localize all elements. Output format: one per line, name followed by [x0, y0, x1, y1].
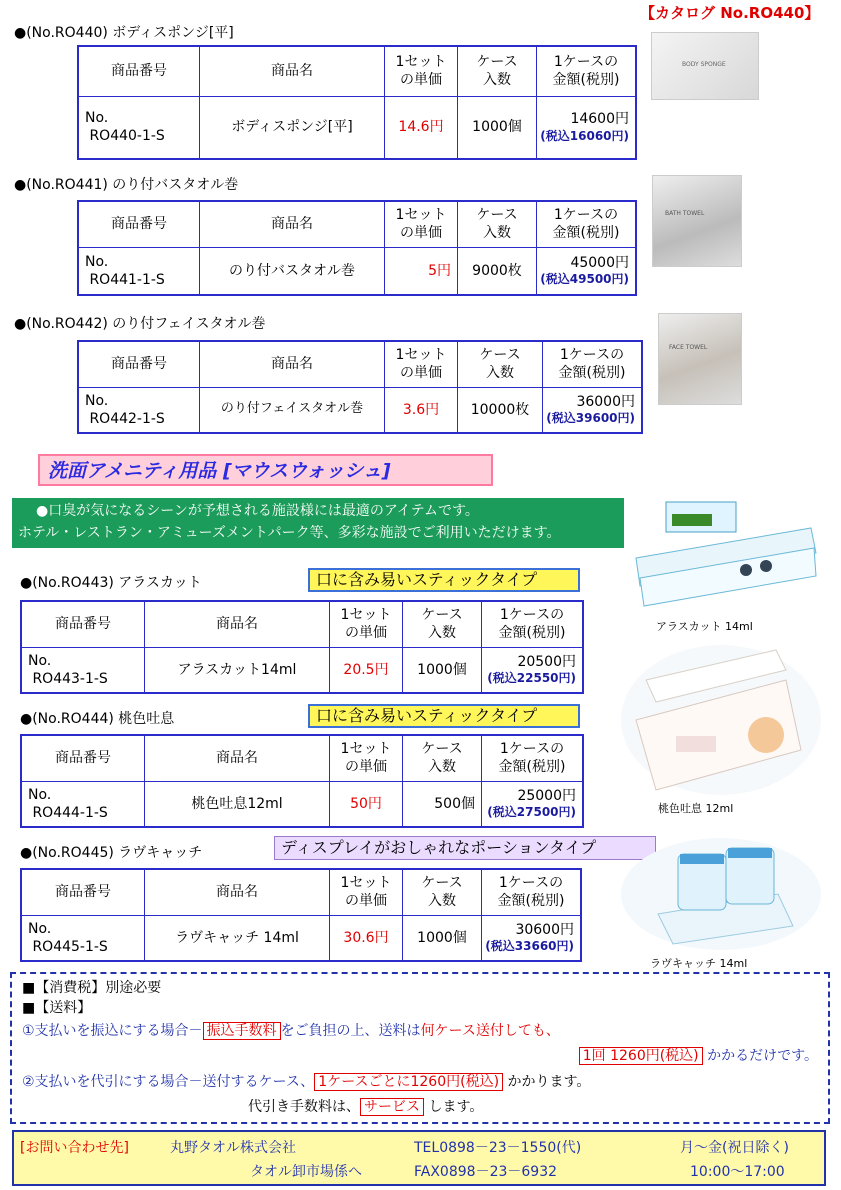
header-code: 商品番号	[21, 601, 145, 647]
tax-included-price: (税込33660円)	[485, 939, 574, 954]
product-code: No. RO440-1-S	[78, 96, 200, 159]
case-quantity: 1000個	[403, 647, 482, 693]
header-code: 商品番号	[21, 735, 145, 781]
header-name: 商品名	[200, 201, 385, 247]
unit-price: 5円	[385, 247, 458, 295]
header-amount: 1ケースの 金額(税別)	[543, 341, 643, 387]
case-quantity: 1000個	[403, 915, 482, 961]
phone-number: TEL0898－23－1550(代)	[414, 1140, 582, 1156]
fax-number: FAX0898－23－6932	[414, 1164, 558, 1180]
header-amount: 1ケースの 金額(税別)	[482, 601, 584, 647]
product-code: No. RO444-1-S	[21, 781, 145, 827]
product-table-ro440	[77, 45, 637, 160]
header-case-qty: ケース 入数	[458, 341, 543, 387]
section-title-ro440: ●(No.RO440) ボディスポンジ[平]	[14, 25, 234, 41]
header-unit-price: 1セット の単価	[385, 201, 458, 247]
header-case-qty: ケース 入数	[458, 46, 537, 96]
flat-shipping-box: 1回 1260円(税込)	[579, 1047, 703, 1065]
unit-price: 20.5円	[330, 647, 403, 693]
case-amount: 14600円 (税込16060円)	[537, 96, 637, 159]
portion-type-tag: ディスプレイがおしゃれなポーションタイプ	[274, 836, 656, 860]
case-amount: 45000円 (税込49500円)	[537, 247, 637, 295]
intro-banner	[12, 498, 624, 548]
department: タオル卸市場係へ	[250, 1164, 362, 1180]
header-name: 商品名	[200, 341, 385, 387]
header-case-qty: ケース 入数	[403, 601, 482, 647]
shipping-line-4: 代引き手数料は、 サービス します。	[248, 1099, 484, 1115]
product-code: No. RO441-1-S	[78, 247, 200, 295]
shipping-line-1: ①支払いを振込にする場合－ 振込手数料 をご負担の上、送料は何ケース送付しても、	[22, 1023, 560, 1039]
section-title-ro443: ●(No.RO443) アラスカット	[20, 575, 202, 591]
header-amount: 1ケースの 金額(税別)	[482, 869, 582, 915]
unit-price: 30.6円	[330, 915, 403, 961]
product-image-ro445	[618, 834, 824, 954]
business-hours: 10:00～17:00	[690, 1164, 785, 1180]
header-unit-price: 1セット の単価	[330, 735, 403, 781]
caption-ro444: 桃色吐息 12ml	[658, 802, 734, 815]
stick-type-tag: 口に含み易いスティックタイプ	[308, 568, 580, 592]
tax-included-price: (税込39600円)	[546, 411, 635, 426]
header-unit-price: 1セット の単価	[385, 341, 458, 387]
header-amount: 1ケースの 金額(税別)	[537, 46, 637, 96]
tax-included-price: (税込22550円)	[487, 671, 576, 686]
header-name: 商品名	[200, 46, 385, 96]
header-unit-price: 1セット の単価	[330, 601, 403, 647]
header-code: 商品番号	[78, 341, 200, 387]
header-name: 商品名	[145, 735, 330, 781]
product-table-ro443	[20, 600, 584, 694]
header-case-qty: ケース 入数	[403, 869, 482, 915]
tax-included-price: (税込16060円)	[540, 128, 629, 143]
header-code: 商品番号	[78, 201, 200, 247]
contact-box	[12, 1130, 826, 1186]
product-name: 桃色吐息12ml	[145, 781, 330, 827]
section-title-ro442: ●(No.RO442) のり付フェイスタオル巻	[14, 316, 266, 332]
case-amount: 25000円 (税込27500円)	[482, 781, 584, 827]
product-image-ro443	[626, 498, 822, 616]
product-image-ro442: FACE TOWEL	[658, 313, 742, 405]
contact-label: [お問い合わせ先]	[20, 1140, 129, 1156]
catalog-number-tag: 【カタログ No.RO440】	[640, 4, 820, 22]
header-unit-price: 1セット の単価	[385, 46, 458, 96]
product-name: ラヴキャッチ 14ml	[145, 915, 330, 961]
tax-included-price: (税込49500円)	[540, 272, 629, 287]
section-title-ro444: ●(No.RO444) 桃色吐息	[20, 711, 175, 727]
product-name: アラスカット14ml	[145, 647, 330, 693]
unit-price: 3.6円	[385, 387, 458, 433]
case-amount: 36000円 (税込39600円)	[543, 387, 643, 433]
product-table-ro442	[77, 340, 643, 434]
stick-type-tag: 口に含み易いスティックタイプ	[308, 704, 580, 728]
header-amount: 1ケースの 金額(税別)	[482, 735, 584, 781]
product-name: のり付フェイスタオル巻	[200, 387, 385, 433]
case-amount: 30600円 (税込33660円)	[482, 915, 582, 961]
product-table-ro441	[77, 200, 637, 296]
case-quantity: 1000個	[458, 96, 537, 159]
per-case-shipping-box: 1ケースごとに1260円(税込)	[314, 1073, 503, 1091]
caption-ro443: アラスカット 14ml	[656, 620, 753, 633]
consumption-tax-line: ■【消費税】別途必要	[22, 980, 162, 996]
intro-line-1: ●口臭が気になるシーンが予想される施設様には最適のアイテムです。	[36, 503, 479, 519]
unit-price: 50円	[330, 781, 403, 827]
tax-included-price: (税込27500円)	[487, 805, 576, 820]
header-unit-price: 1セット の単価	[330, 869, 403, 915]
shipping-heading: ■【送料】	[22, 1000, 92, 1016]
product-table-ro444	[20, 734, 584, 828]
header-name: 商品名	[145, 601, 330, 647]
case-quantity: 10000枚	[458, 387, 543, 433]
product-name: のり付バスタオル巻	[200, 247, 385, 295]
shipping-line-2: 1回 1260円(税込) かかるだけです。	[22, 1044, 818, 1068]
company-name: 丸野タオル株式会社	[170, 1140, 296, 1156]
header-case-qty: ケース 入数	[458, 201, 537, 247]
product-name: ボディスポンジ[平]	[200, 96, 385, 159]
header-code: 商品番号	[78, 46, 200, 96]
product-image-ro441: BATH TOWEL	[652, 175, 742, 267]
header-case-qty: ケース 入数	[403, 735, 482, 781]
intro-line-2: ホテル・レストラン・アミューズメントパーク等、多彩な施設でご利用いただけます。	[18, 525, 561, 541]
section-title-ro441: ●(No.RO441) のり付バスタオル巻	[14, 177, 239, 193]
product-code: No. RO443-1-S	[21, 647, 145, 693]
unit-price: 14.6円	[385, 96, 458, 159]
caption-ro445: ラヴキャッチ 14ml	[650, 957, 748, 970]
business-days: 月～金(祝日除く)	[680, 1140, 789, 1156]
product-code: No. RO445-1-S	[21, 915, 145, 961]
shipping-line-3: ②支払いを代引にする場合－送付するケース、 1ケースごとに1260円(税込) かかります。	[22, 1074, 591, 1090]
case-quantity: 9000枚	[458, 247, 537, 295]
header-name: 商品名	[145, 869, 330, 915]
service-box: サービス	[360, 1098, 424, 1116]
product-code: No. RO442-1-S	[78, 387, 200, 433]
header-code: 商品番号	[21, 869, 145, 915]
product-image-ro444	[616, 640, 826, 800]
transfer-fee-box: 振込手数料	[203, 1022, 281, 1040]
mouthwash-banner: 洗面アメニティ用品 [マウスウォッシュ]	[38, 454, 493, 486]
notice-box	[10, 972, 830, 1124]
section-title-ro445: ●(No.RO445) ラヴキャッチ	[20, 845, 203, 861]
product-table-ro445	[20, 868, 582, 962]
product-image-ro440: BODY SPONGE	[651, 32, 759, 100]
header-amount: 1ケースの 金額(税別)	[537, 201, 637, 247]
case-quantity: 500個	[403, 781, 482, 827]
case-amount: 20500円 (税込22550円)	[482, 647, 584, 693]
